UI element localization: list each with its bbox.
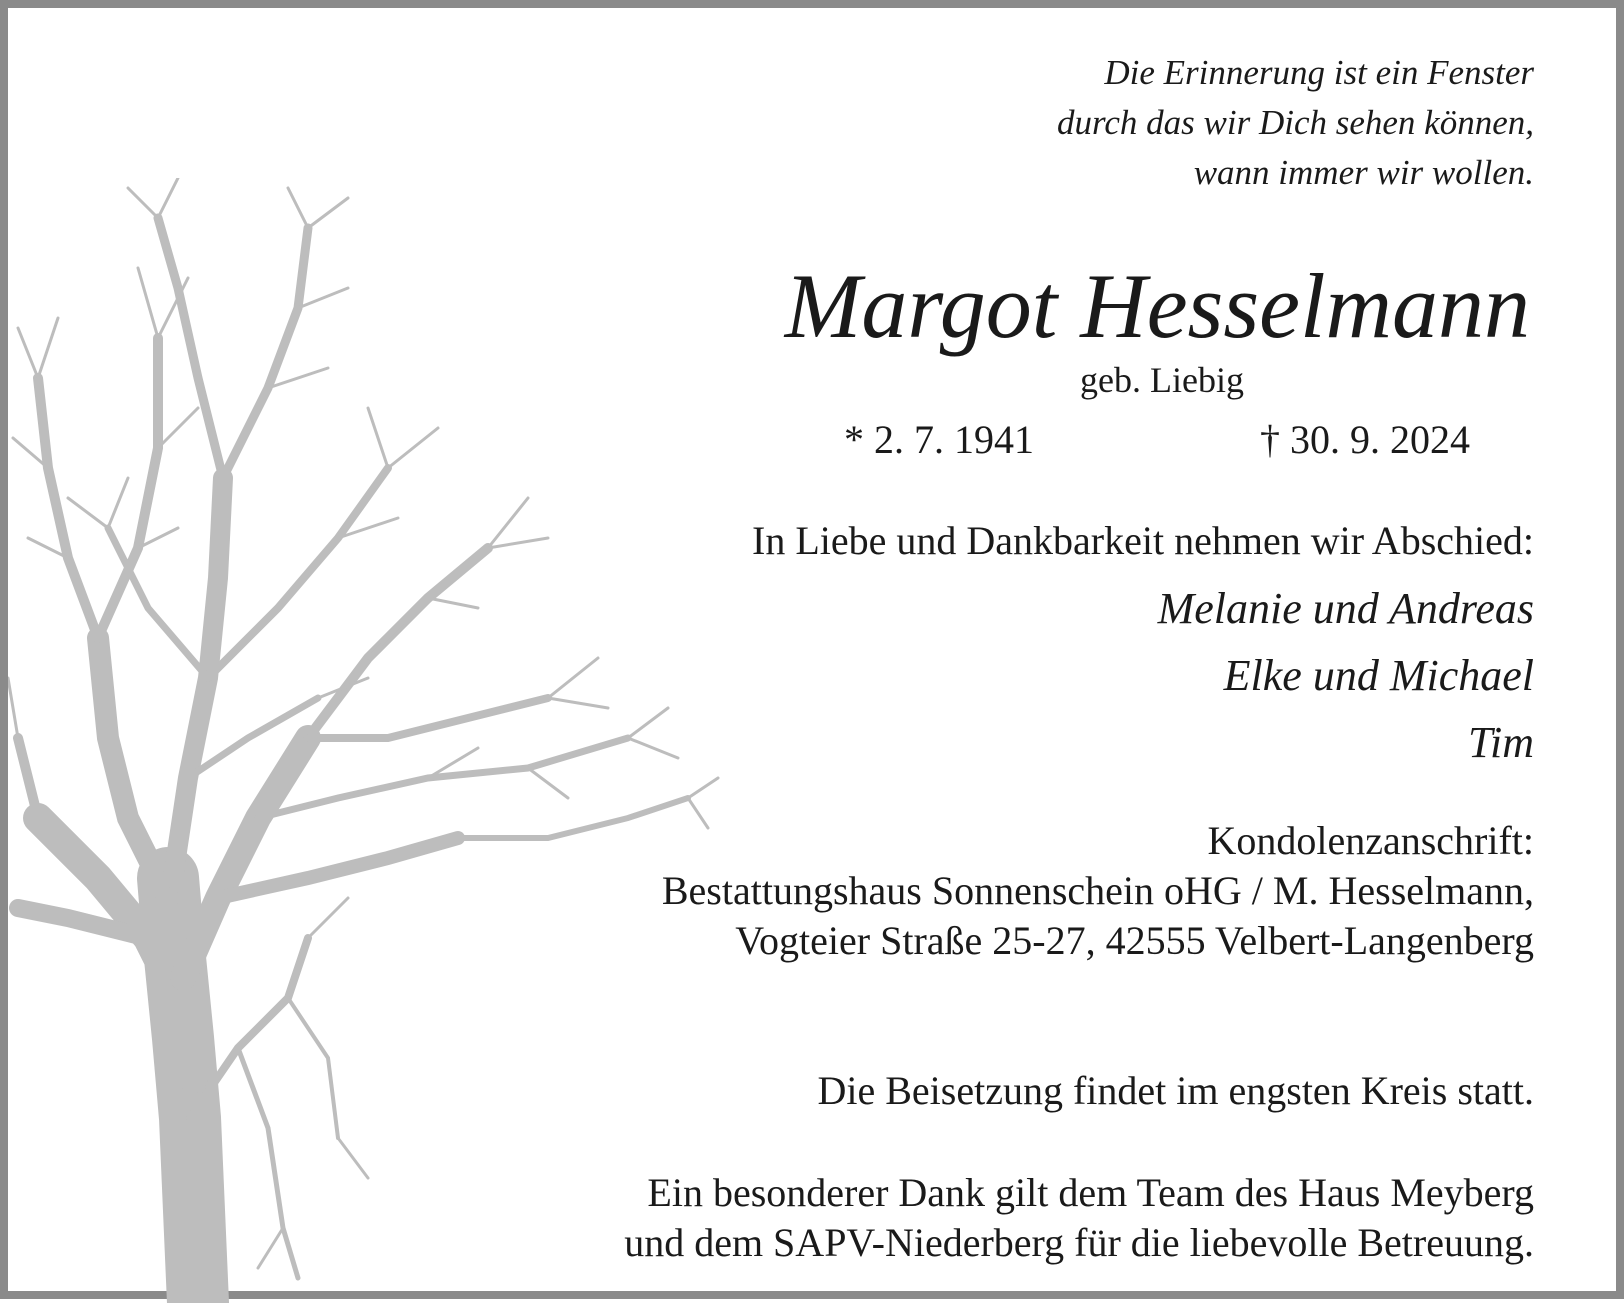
mourners-list xyxy=(1158,575,1534,776)
poem-line: durch das wir Dich sehen können, xyxy=(1057,103,1534,142)
birth-date: * 2. 7. 1941 xyxy=(844,417,1034,462)
thanks-line: und dem SAPV-Niederberg für die liebevolle Betreuung. xyxy=(624,1220,1534,1265)
condolence-address xyxy=(662,816,1534,966)
farewell-intro: In Liebe und Dankbarkeit nehmen wir Abschied: xyxy=(752,518,1534,563)
address-line: Bestattungshaus Sonnenschein oHG / M. Hesselmann, xyxy=(661,868,1534,913)
condolence-heading: Kondolenzanschrift: xyxy=(1207,818,1534,863)
memorial-poem xyxy=(1057,48,1534,198)
deceased-name: Margot Hesselmann xyxy=(784,255,1530,357)
mourner-name: Melanie und Andreas xyxy=(1157,584,1534,633)
burial-note: Die Beisetzung findet im engsten Kreis statt. xyxy=(817,1068,1534,1113)
bare-tree-icon xyxy=(8,178,728,1303)
thanks-line: Ein besonderer Dank gilt dem Team des Haus Meyberg xyxy=(647,1170,1534,1215)
mourner-name: Tim xyxy=(1467,718,1534,767)
thanks-note xyxy=(624,1168,1534,1268)
address-line: Vogteier Straße 25-27, 42555 Velbert-Langenberg xyxy=(735,918,1534,963)
mourner-name: Elke und Michael xyxy=(1223,651,1534,700)
born-name: geb. Liebig xyxy=(1080,360,1244,400)
poem-line: Die Erinnerung ist ein Fenster xyxy=(1104,53,1534,92)
death-date: † 30. 9. 2024 xyxy=(1260,417,1470,462)
poem-line: wann immer wir wollen. xyxy=(1193,153,1534,192)
